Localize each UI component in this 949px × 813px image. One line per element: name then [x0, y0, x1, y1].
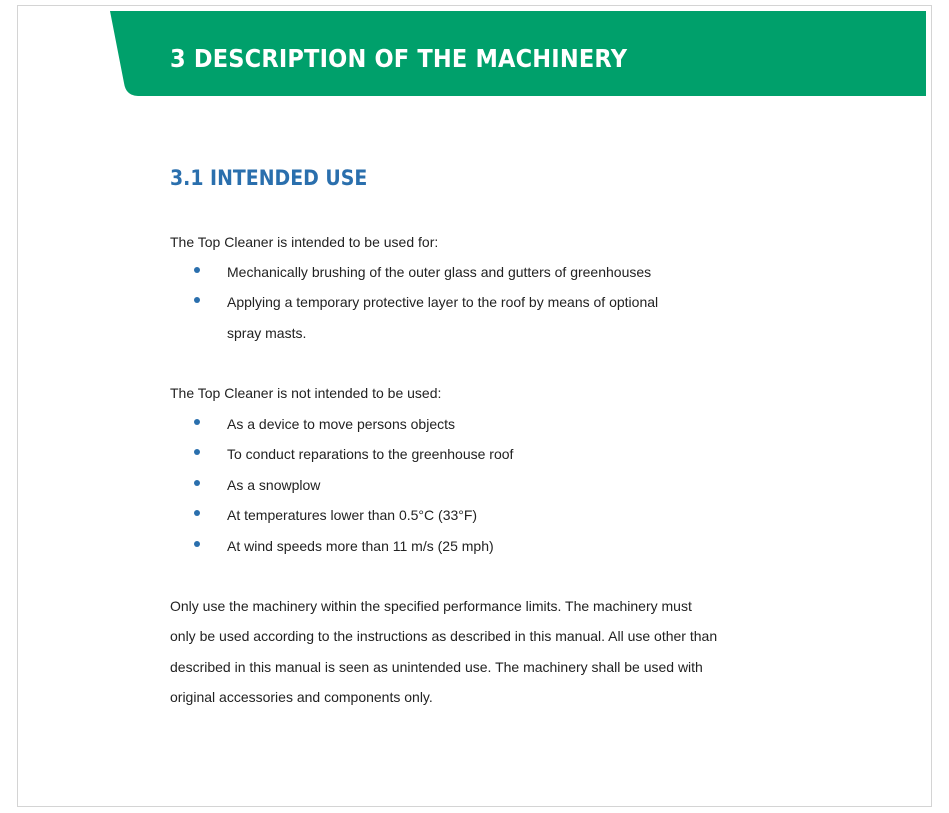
- bullet-icon: [194, 541, 200, 547]
- chapter-title: 3 DESCRIPTION OF THE MACHINERY: [170, 44, 628, 73]
- list-item-continuation: spray masts.: [227, 325, 307, 341]
- bullet-icon: [194, 267, 200, 273]
- bullet-icon: [194, 449, 200, 455]
- closing-paragraph-line: original accessories and components only.: [170, 689, 433, 705]
- not-intended-intro: The Top Cleaner is not intended to be used:: [170, 385, 442, 401]
- bullet-icon: [194, 419, 200, 425]
- list-item: Applying a temporary protective layer to the roof by means of optional: [227, 294, 659, 310]
- document-page: [17, 5, 932, 807]
- bullet-icon: [194, 297, 200, 303]
- list-item: As a snowplow: [227, 477, 321, 493]
- chapter-banner: [110, 11, 926, 96]
- list-item: As a device to move persons objects: [227, 416, 456, 432]
- list-item: Mechanically brushing of the outer glass and gutters of greenhouses: [227, 264, 652, 280]
- list-item: To conduct reparations to the greenhouse roof: [227, 446, 514, 462]
- section-heading: 3.1 INTENDED USE: [170, 166, 368, 190]
- list-item: At wind speeds more than 11 m/s (25 mph): [227, 538, 494, 554]
- closing-paragraph-line: described in this manual is seen as unintended use. The machinery shall be used with: [170, 659, 703, 675]
- intended-intro: The Top Cleaner is intended to be used for:: [170, 234, 439, 250]
- bullet-icon: [194, 480, 200, 486]
- bullet-icon: [194, 510, 200, 516]
- closing-paragraph-line: Only use the machinery within the specified performance limits. The machinery must: [170, 598, 692, 614]
- list-item: At temperatures lower than 0.5°C (33°F): [227, 507, 478, 523]
- closing-paragraph-line: only be used according to the instructions as described in this manual. All use other than: [170, 628, 718, 644]
